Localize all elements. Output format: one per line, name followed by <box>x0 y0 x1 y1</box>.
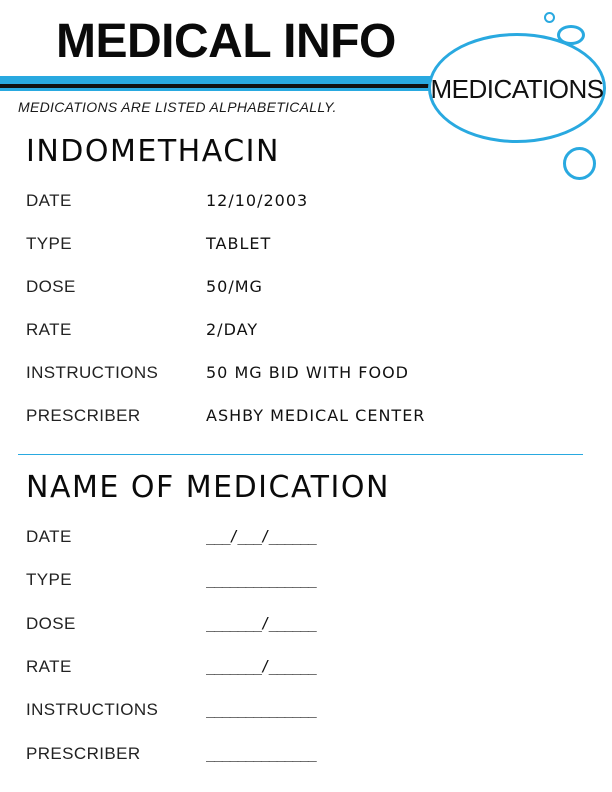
dose-label: DOSE <box>26 277 76 296</box>
rate-blank-field[interactable]: _______/______ <box>206 657 316 675</box>
medication-1-dose-row <box>26 277 586 299</box>
type-value: TABLET <box>206 234 272 253</box>
medication-2-prescriber-row <box>26 744 586 766</box>
section-divider <box>18 454 583 455</box>
prescriber-label: PRESCRIBER <box>26 406 141 425</box>
rate-label: RATE <box>26 657 72 676</box>
dose-label: DOSE <box>26 614 76 633</box>
medication-2-rate-row <box>26 657 586 679</box>
medication-1-name: INDOMETHACIN <box>26 134 280 169</box>
rate-label: RATE <box>26 320 72 339</box>
date-blank-field[interactable]: ___/___/______ <box>206 527 316 545</box>
rate-value: 2/DAY <box>206 320 259 339</box>
header-band-blue-bottom <box>0 88 440 91</box>
alphabetical-note: MEDICATIONS ARE LISTED ALPHABETICALLY. <box>18 99 337 115</box>
medication-1-type-row <box>26 234 586 256</box>
date-value: 12/10/2003 <box>206 191 309 210</box>
instructions-label: INSTRUCTIONS <box>26 700 159 719</box>
instructions-label: INSTRUCTIONS <box>26 363 159 382</box>
dose-value: 50/MG <box>206 277 263 296</box>
medication-2-name: NAME OF MEDICATION <box>26 470 390 505</box>
medication-2-instructions-row <box>26 700 586 722</box>
bubble-icon-low <box>563 147 596 180</box>
date-label: DATE <box>26 191 72 210</box>
medication-1-prescriber-row <box>26 406 586 428</box>
medication-1-date-row <box>26 191 586 213</box>
bubble-icon-tiny <box>544 12 555 23</box>
dose-blank-field[interactable]: _______/______ <box>206 614 316 632</box>
medications-badge <box>428 33 606 143</box>
instructions-value: 50 MG BID WITH FOOD <box>206 363 409 382</box>
prescriber-label: PRESCRIBER <box>26 744 141 763</box>
medications-badge-label: MEDICATIONS <box>430 73 604 104</box>
type-blank-field[interactable]: ______________ <box>206 570 316 588</box>
instructions-blank-field[interactable]: ______________ <box>206 700 316 718</box>
prescriber-blank-field[interactable]: ______________ <box>206 744 316 762</box>
medication-2-dose-row <box>26 614 586 636</box>
medication-2-date-row <box>26 527 586 549</box>
type-label: TYPE <box>26 570 73 589</box>
page-title: MEDICAL INFO <box>56 15 396 68</box>
header-band-blue-top <box>0 76 440 84</box>
prescriber-value: ASHBY MEDICAL CENTER <box>206 406 426 425</box>
medication-1-rate-row <box>26 320 586 342</box>
medication-1-instructions-row <box>26 363 586 385</box>
type-label: TYPE <box>26 234 73 253</box>
date-label: DATE <box>26 527 72 546</box>
medication-2-type-row <box>26 570 586 592</box>
